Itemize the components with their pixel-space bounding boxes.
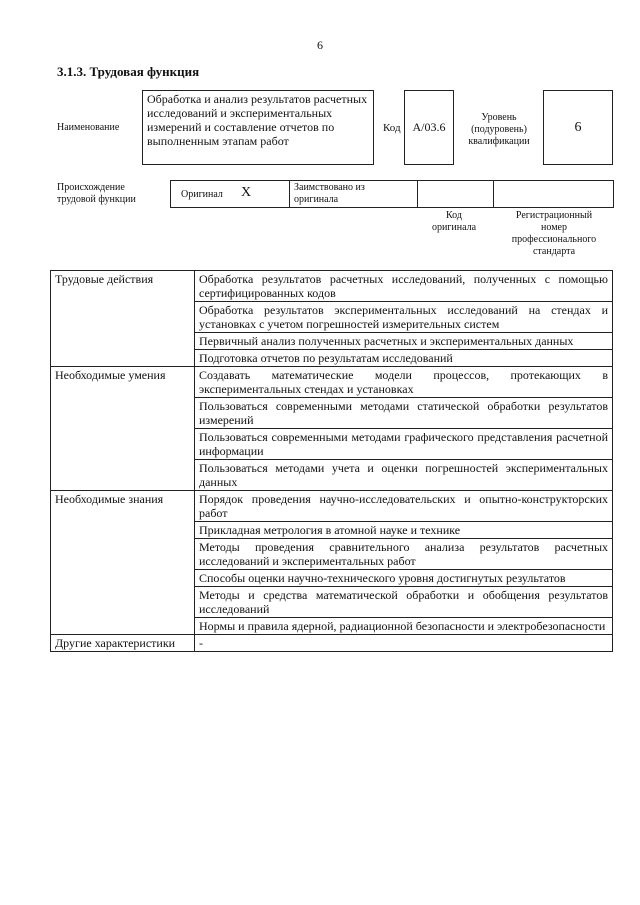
borrowed-label-line: Заимствовано из — [294, 182, 365, 193]
function-name-box: Обработка и анализ результатов расчетных исследований и экспериментальных измерений и составление отчетов по выполненным этапам работ — [142, 90, 374, 165]
category-cell: Трудовые действия — [51, 271, 195, 367]
level-label-line: Уровень — [481, 112, 517, 123]
origin-code-caption — [416, 210, 492, 234]
level-label-line: квалификации — [468, 136, 530, 147]
table-row — [51, 491, 613, 522]
category-cell: Необходимые знания — [51, 491, 195, 635]
item-cell: Способы оценки научно-технического уровня достигнутых результатов — [195, 570, 613, 587]
caption-line: Код — [446, 210, 462, 221]
page-number: 6 — [317, 38, 323, 52]
item-cell: Методы и средства математической обработки и обобщения результатов исследований — [195, 587, 613, 618]
labor-function-table — [50, 270, 613, 652]
code-label: Код — [383, 122, 401, 134]
item-cell: Пользоваться современными методами графического представления расчетной информации — [195, 429, 613, 460]
category-cell: Необходимые умения — [51, 367, 195, 491]
origin-label-line: Происхождение — [57, 182, 125, 193]
item-cell: Пользоваться методами учета и оценки погрешностей экспериментальных данных — [195, 460, 613, 491]
item-cell: Обработка результатов расчетных исследований, полученных с помощью сертифицированных кодов — [195, 271, 613, 302]
item-cell: Обработка результатов экспериментальных исследований на стендах и установках с учетом погрешностей измерительных систем — [195, 302, 613, 333]
name-label: Наименование — [57, 122, 120, 133]
caption-line: стандарта — [532, 246, 576, 257]
level-label — [458, 112, 540, 148]
original-mark: X — [241, 185, 252, 200]
caption-line: Регистрационный — [515, 210, 593, 221]
item-cell: Создавать математические модели процессов, протекающих в экспериментальных стендах и установках — [195, 367, 613, 398]
caption-line: оригинала — [431, 222, 477, 233]
item-cell: Первичный анализ полученных расчетных и экспериментальных данных — [195, 333, 613, 350]
table-row — [51, 367, 613, 398]
borrowed-label-line: оригинала — [294, 194, 339, 205]
section-title: 3.1.3. Трудовая функция — [57, 64, 200, 79]
registration-number-cell — [493, 181, 613, 207]
level-label-line: (подуровень) — [471, 124, 527, 135]
registration-number-caption — [494, 210, 614, 258]
item-cell: Прикладная метрология в атомной науке и технике — [195, 522, 613, 539]
item-cell: Пользоваться современными методами статической обработки результатов измерений — [195, 398, 613, 429]
origin-label — [57, 182, 136, 206]
origin-grid — [170, 180, 614, 208]
caption-line: номер — [541, 222, 567, 233]
item-cell: Нормы и правила ядерной, радиационной безопасности и электробезопасности — [195, 618, 613, 635]
origin-code-cell — [417, 181, 493, 207]
origin-label-line: трудовой функции — [57, 194, 136, 205]
item-cell: Подготовка отчетов по результатам исследований — [195, 350, 613, 367]
caption-line: профессионального — [511, 234, 597, 245]
item-cell: - — [195, 635, 613, 652]
original-cell — [171, 181, 289, 207]
qualification-level-box: 6 — [543, 90, 613, 165]
item-cell: Методы проведения сравнительного анализа результатов расчетных исследований и экспериментальных работ — [195, 539, 613, 570]
original-label: Оригинал — [181, 189, 223, 200]
borrowed-cell — [289, 181, 417, 207]
item-cell: Порядок проведения научно-исследовательских и опытно-конструкторских работ — [195, 491, 613, 522]
table-row — [51, 271, 613, 302]
category-cell: Другие характеристики — [51, 635, 195, 652]
table-row — [51, 635, 613, 652]
function-code-box: А/03.6 — [404, 90, 454, 165]
labor-function-table-body — [51, 271, 613, 652]
